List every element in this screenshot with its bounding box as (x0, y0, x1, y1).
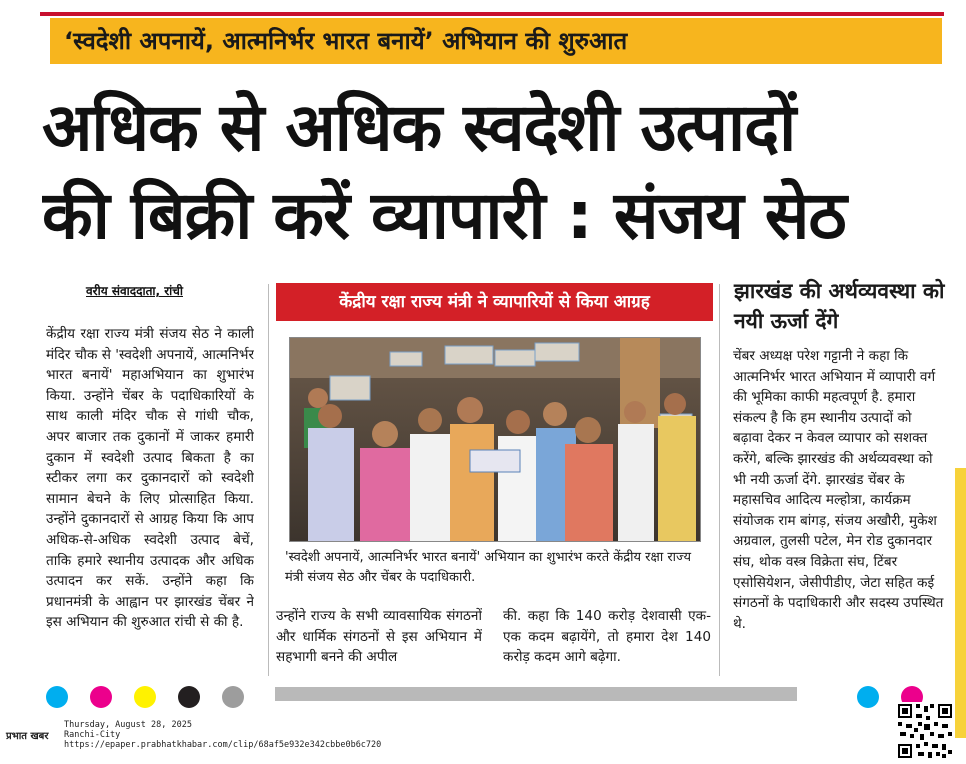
headline-line-1: अधिक से अधिक स्वदेशी उत्पादों (42, 89, 796, 166)
photo-caption: 'स्वदेशी अपनायें, आत्मनिर्भर भारत बनायें' अभियान का शुभारंभ करते केंद्रीय रक्षा राज्य मंत्री संजय सेठ और चेंबर के पदाधिकारी. (285, 550, 691, 585)
body-column-mid-1 (276, 606, 482, 676)
clip-date: Thursday, August 28, 2025 (64, 720, 192, 730)
body-column-mid-2 (503, 606, 711, 676)
publisher-logo: प्रभात खबर (6, 731, 49, 742)
qr-code-icon[interactable] (896, 702, 954, 760)
news-photo (289, 337, 701, 542)
crowd-photo-illustration (290, 338, 700, 541)
registration-dot-magenta (90, 686, 112, 708)
registration-dot-cyan-right (857, 686, 879, 708)
top-rule (40, 12, 944, 16)
sidebar-body: चेंबर अध्यक्ष परेश गट्टानी ने कहा कि आत्मनिर्भर भारत अभियान में व्यापारी वर्ग की भूमिका काफी महत्वपूर्ण है. हमारा संकल्प है कि हम स्थानीय उत्पादों को बढ़ावा देकर न केवल व्यापार को सशक्त करेंगे, बल्कि झारखंड की अर्थव्यवस्था को भी नयी ऊर्जा देंगे. झारखंड चेंबर के महासचिव आदित्य मल्होत्रा, कार्यक्रम संयोजक राम बांगड़, संजय अखौरी, मुकेश अग्रवाल, तुलसी पटेल, मेन रोड दुकानदार संघ, थोक वस्त्र विक्रेता संघ, टिंबर एसोसियेशन, जेसीपीडीए, जेटा सहित कई संगठनों के पदाधिकारी और सदस्य उपस्थित थे. (733, 348, 944, 632)
body-column-left (46, 324, 254, 676)
clip-edition: Ranchi-City (64, 730, 121, 740)
column-divider (268, 284, 269, 676)
registration-gray-bar (275, 687, 797, 701)
edge-color-bar (955, 468, 966, 738)
body-paragraph-mid-1: उन्होंने राज्य के सभी व्यावसायिक संगठनों और धार्मिक संगठनों से इस अभियान में सहभागी बनने की अपील (276, 608, 482, 666)
registration-dot-black (178, 686, 200, 708)
kicker-banner: ‘स्वदेशी अपनायें, आत्मनिर्भर भारत बनायें’ अभियान की शुरुआत (50, 18, 942, 64)
registration-dot-cyan (46, 686, 68, 708)
column-divider-right (719, 284, 720, 676)
clip-url[interactable]: https://epaper.prabhatkhabar.com/clip/68af5e932e342cbbe0b6c720 (64, 740, 382, 750)
byline: वरीय संवाददाता, रांची (86, 284, 183, 298)
qr-code-graphic (896, 702, 954, 760)
registration-dot-yellow (134, 686, 156, 708)
clip-info (64, 720, 381, 750)
photo-box-title: केंद्रीय रक्षा राज्य मंत्री ने व्यापारियों से किया आग्रह (276, 283, 713, 321)
registration-dot-gray (222, 686, 244, 708)
body-paragraph: केंद्रीय रक्षा राज्य मंत्री संजय सेठ ने काली मंदिर चौक से 'स्वदेशी अपनायें, आत्मनिर्भर भारत बनायें' महाअभियान का शुभारंभ किया. उन्होंने चेंबर के पदाधिकारियों के साथ काली मंदिर चौक से गांधी चौक, अपर बाजार तक दुकानों में जाकर हमारी दुकान में स्वदेशी उत्पाद बिकता है का स्टीकर लगा कर दुकानदारों को स्वदेशी सामान बेचने के लिए प्रोत्साहित किया. उन्होंने दुकानदारों से आग्रह किया कि आप अधिक-से-अधिक स्वदेशी उत्पाद बेचें, ताकि हमारे स्थानीय उत्पादक और अधिक उत्पादन कर सकें. उन्होंने कहा कि प्रधानमंत्री के आह्वान पर झारखंड चेंबर ने इस अभियान की शुरुआत रांची से की है. (46, 326, 254, 631)
body-paragraph-mid-2: की. कहा कि 140 करोड़ देशवासी एक-एक कदम बढ़ायेंगे, तो हमारा देश 140 करोड़ कदम आगे बढ़ेगा. (503, 608, 711, 666)
headline-line-2: की बिक्री करें व्यापारी : संजय सेठ (42, 177, 846, 254)
sidebar-heading: झारखंड की अर्थव्यवस्था को नयी ऊर्जा देंगे (734, 279, 945, 333)
